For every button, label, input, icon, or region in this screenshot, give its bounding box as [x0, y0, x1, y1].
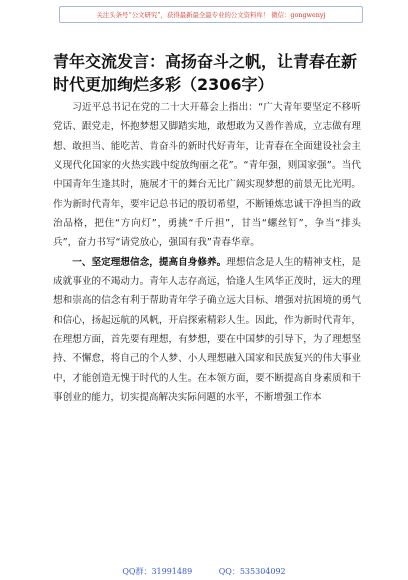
footer [0, 566, 408, 577]
document-body [53, 98, 361, 408]
section-text: 理想信念是人生的精神支柱，是成就事业的不竭动力。青年人志存高远，恰逢人生风华正茂时，远大的理想和崇高的信念有利于帮助青年学子确立远大目标、增强对抗困境的勇气和信心，扬起远航的风帆，开启探索精彩人生。因此，作为新时代青年，在理想方面，首先要有理想，有梦想，要在中国梦的引导下，为了理想坚持、不懈怠，将自己的个人梦、小人理想融入国家和民族复兴的伟大事业中，才能创造无愧于时代的人生。在本领方面，要不断提高自身素质和干事创业的能力，切实提高解决实际问题的水平，不断增强工作本 [53, 256, 362, 404]
header-banner: 关注头条号“公文研究”，获得最新最全最专业的公文资料库！ 微信：gongwenyj [59, 6, 363, 23]
footer-qq-group: QQ群：31991489 [122, 567, 193, 576]
footer-qq: QQ：535304092 [218, 567, 286, 576]
paragraph-intro: 习近平总书记在党的二十大开幕会上指出：“广大青年要坚定不移听党话、跟党走，怀抱梦想又脚踏实地，敢想敢为又善作善成，立志做有理想、敢担当、能吃苦、肯奋斗的新时代好青年，让青春在全面建设社会主义现代化国家的火热实践中绽放绚丽之花”。“青年强，则国家强”。当代中国青年生逢其时，施展才干的舞台无比广阔实现梦想的前景无比光明。作为新时代青年，要牢记总书记的殷切希望，不断锤炼忠诚干净担当的政治品格，把住“方向灯”，勇挑“千斤担”，甘当“螺丝钉”，争当“排头兵”，奋力书写“请党放心，强国有我”青春华章。 [53, 102, 361, 249]
document-title: 青年交流发言：高扬奋斗之帆，让青春在新时代更加绚烂多彩（2306字） [53, 52, 358, 94]
section-heading: 一、坚定理想信念，提高自身修养。 [72, 256, 227, 268]
paragraph-section-1 [53, 253, 361, 408]
